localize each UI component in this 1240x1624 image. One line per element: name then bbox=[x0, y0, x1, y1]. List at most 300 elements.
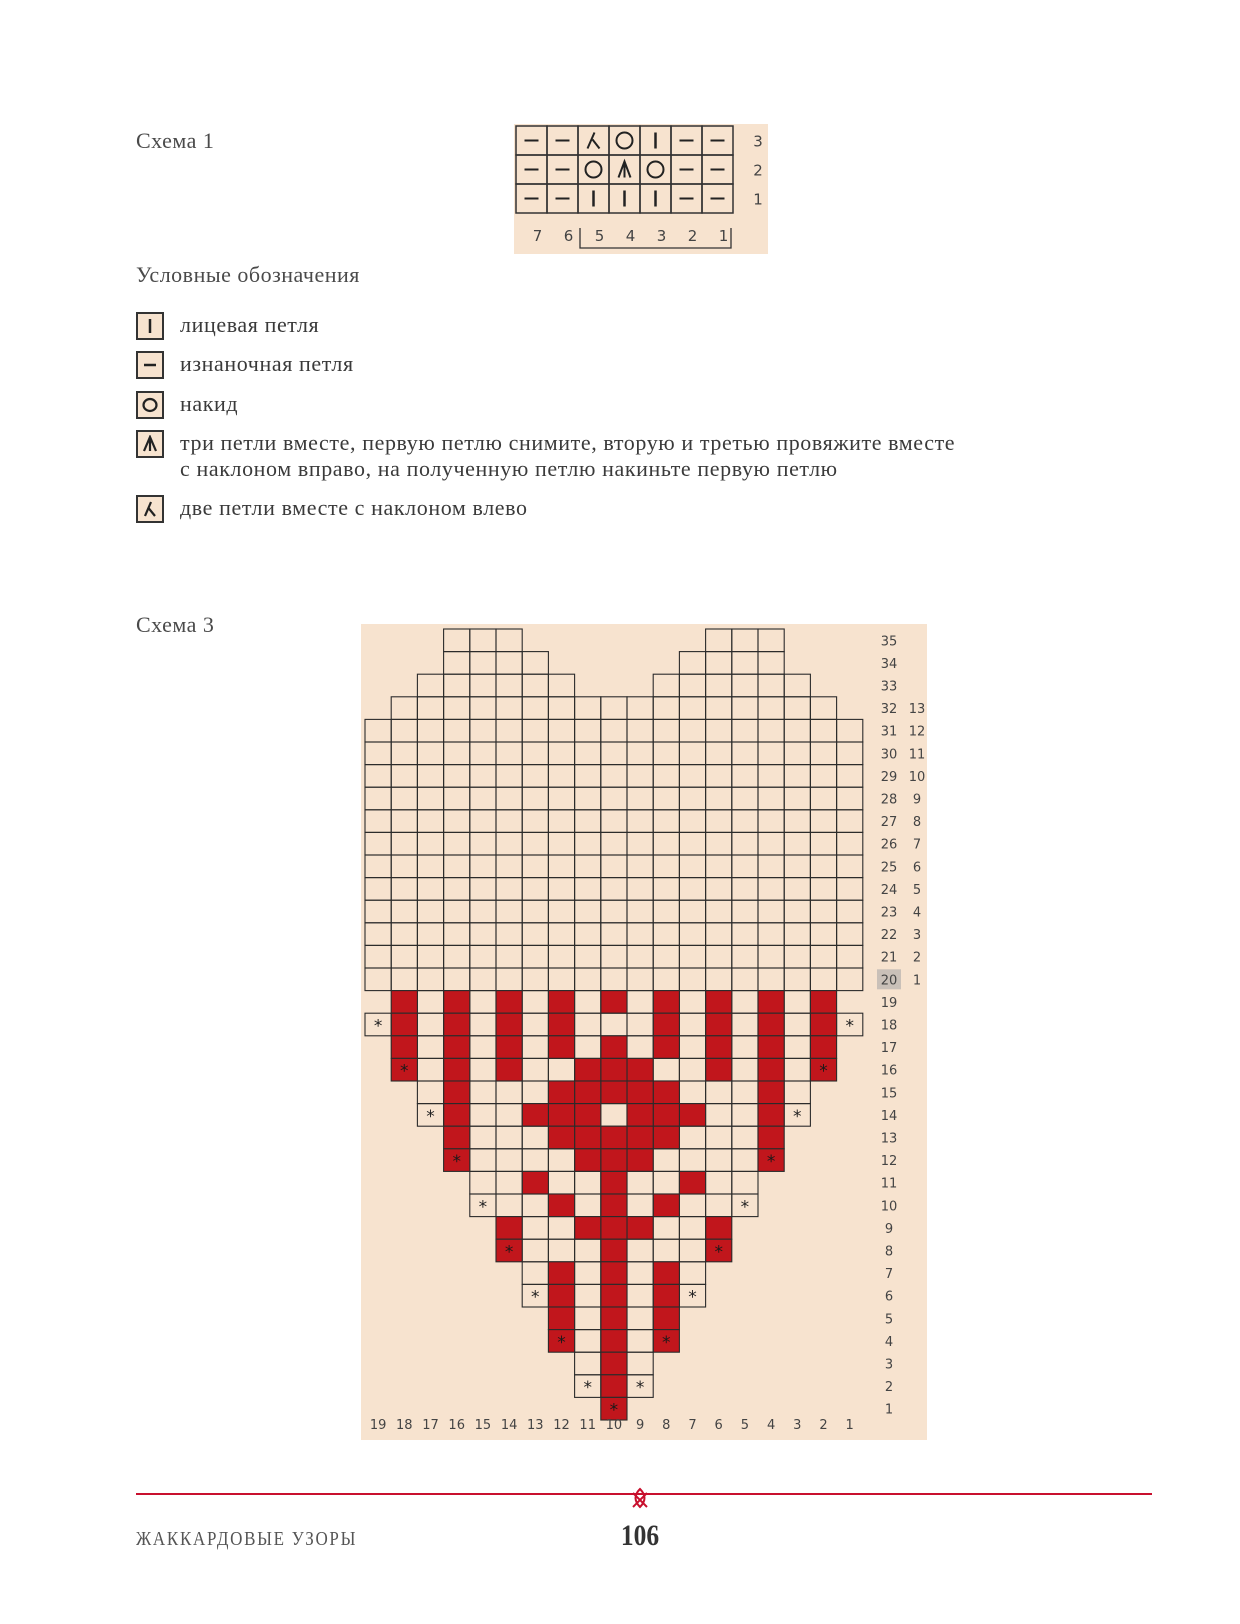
grid-cell bbox=[627, 1262, 653, 1285]
grid-cell bbox=[706, 1104, 732, 1127]
grid-cell bbox=[365, 810, 391, 833]
grid-cell bbox=[470, 1036, 496, 1059]
grid-cell bbox=[627, 878, 653, 901]
legend-item-two-together-left bbox=[136, 495, 528, 523]
grid-cell bbox=[522, 787, 548, 810]
grid-cell bbox=[627, 1239, 653, 1262]
grid-cell bbox=[496, 968, 522, 991]
red-cell bbox=[575, 1149, 601, 1172]
col-number: 7 bbox=[532, 227, 543, 245]
grid-cell bbox=[496, 923, 522, 946]
grid-cell bbox=[548, 832, 574, 855]
grid-cell bbox=[444, 674, 470, 697]
col-number: 15 bbox=[474, 1418, 492, 1433]
grid-cell bbox=[496, 810, 522, 833]
red-cell bbox=[496, 1217, 522, 1240]
grid-cell bbox=[470, 719, 496, 742]
grid-cell bbox=[627, 1307, 653, 1330]
grid-cell bbox=[758, 945, 784, 968]
grid-cell bbox=[706, 900, 732, 923]
grid-cell bbox=[758, 900, 784, 923]
grid-cell bbox=[732, 810, 758, 833]
grid-cell bbox=[679, 878, 705, 901]
grid-cell bbox=[601, 900, 627, 923]
grid-cell bbox=[601, 832, 627, 855]
red-cell bbox=[601, 1262, 627, 1285]
grid-cell bbox=[706, 832, 732, 855]
red-cell bbox=[575, 1058, 601, 1081]
row-number: 8 bbox=[912, 815, 922, 831]
grid-cell bbox=[810, 945, 836, 968]
grid-cell bbox=[653, 1149, 679, 1172]
row-number: 34 bbox=[880, 656, 898, 672]
grid-cell bbox=[679, 719, 705, 742]
red-cell bbox=[601, 1081, 627, 1104]
grid-cell bbox=[575, 945, 601, 968]
grid-cell bbox=[496, 719, 522, 742]
red-cell bbox=[653, 1013, 679, 1036]
grid-cell bbox=[417, 900, 443, 923]
grid-cell bbox=[810, 900, 836, 923]
grid-cell bbox=[653, 1239, 679, 1262]
grid-cell bbox=[601, 923, 627, 946]
red-cell bbox=[601, 1194, 627, 1217]
grid-cell bbox=[784, 878, 810, 901]
grid-cell bbox=[548, 878, 574, 901]
grid-cell bbox=[522, 652, 548, 675]
grid-cell bbox=[627, 810, 653, 833]
red-cell bbox=[679, 1104, 705, 1127]
row-number: 26 bbox=[880, 837, 898, 853]
grid-cell bbox=[679, 832, 705, 855]
grid-cell bbox=[732, 878, 758, 901]
red-cell bbox=[810, 1036, 836, 1059]
three-together-icon bbox=[619, 162, 631, 178]
row-number: 7 bbox=[884, 1267, 894, 1283]
grid-cell bbox=[417, 674, 443, 697]
grid-cell bbox=[391, 878, 417, 901]
grid-cell bbox=[810, 742, 836, 765]
grid-cell bbox=[444, 923, 470, 946]
grid-cell bbox=[601, 765, 627, 788]
grid-cell bbox=[810, 832, 836, 855]
col-number: 10 bbox=[605, 1418, 623, 1433]
grid-cell bbox=[522, 1036, 548, 1059]
grid-cell bbox=[784, 719, 810, 742]
grid-cell bbox=[732, 765, 758, 788]
grid-cell bbox=[758, 968, 784, 991]
grid-cell bbox=[784, 968, 810, 991]
grid-cell bbox=[417, 832, 443, 855]
row-number: 11 bbox=[908, 747, 926, 763]
red-cell bbox=[522, 1171, 548, 1194]
star-mark: * bbox=[714, 1242, 723, 1263]
stitch-cell bbox=[640, 155, 671, 184]
red-cell bbox=[575, 1126, 601, 1149]
schema1-chart bbox=[514, 124, 768, 254]
grid-cell bbox=[496, 674, 522, 697]
grid-cell bbox=[706, 742, 732, 765]
yarn-over-icon bbox=[648, 162, 664, 178]
grid-cell bbox=[758, 742, 784, 765]
grid-cell bbox=[706, 719, 732, 742]
grid-cell bbox=[470, 810, 496, 833]
row-number: 35 bbox=[880, 634, 898, 650]
grid-cell bbox=[784, 991, 810, 1014]
grid-cell bbox=[417, 968, 443, 991]
red-cell bbox=[706, 991, 732, 1014]
red-cell bbox=[810, 1013, 836, 1036]
purl-icon bbox=[136, 351, 164, 379]
grid-cell bbox=[444, 945, 470, 968]
grid-cell bbox=[470, 697, 496, 720]
grid-cell bbox=[653, 923, 679, 946]
grid-cell bbox=[365, 855, 391, 878]
grid-cell bbox=[522, 742, 548, 765]
legend-text: две петли вместе с наклоном влево bbox=[180, 495, 528, 520]
red-cell bbox=[496, 1036, 522, 1059]
grid-cell bbox=[470, 787, 496, 810]
grid-cell bbox=[548, 1217, 574, 1240]
grid-cell bbox=[732, 1104, 758, 1127]
red-cell bbox=[444, 1081, 470, 1104]
grid-cell bbox=[365, 832, 391, 855]
grid-cell bbox=[627, 765, 653, 788]
grid-cell bbox=[470, 629, 496, 652]
red-cell bbox=[496, 1013, 522, 1036]
grid-cell bbox=[627, 1036, 653, 1059]
red-cell bbox=[653, 1262, 679, 1285]
grid-cell bbox=[627, 1284, 653, 1307]
red-cell bbox=[575, 1081, 601, 1104]
grid-cell bbox=[679, 787, 705, 810]
grid-cell bbox=[706, 787, 732, 810]
grid-cell bbox=[496, 742, 522, 765]
row-number: 3 bbox=[884, 1357, 894, 1373]
grid-cell bbox=[732, 1013, 758, 1036]
grid-cell bbox=[810, 968, 836, 991]
grid-cell bbox=[627, 923, 653, 946]
red-cell bbox=[601, 1375, 627, 1398]
legend-text: накид bbox=[180, 391, 239, 416]
grid-cell bbox=[575, 855, 601, 878]
col-number: 17 bbox=[422, 1418, 439, 1433]
grid-cell bbox=[784, 787, 810, 810]
grid-cell bbox=[575, 1171, 601, 1194]
grid-cell bbox=[575, 1330, 601, 1353]
row-number: 14 bbox=[880, 1108, 898, 1124]
grid-cell bbox=[391, 968, 417, 991]
grid-cell bbox=[758, 765, 784, 788]
schema3-title: Схема 3 bbox=[136, 612, 215, 637]
star-mark: * bbox=[557, 1332, 566, 1353]
grid-cell bbox=[391, 787, 417, 810]
grid-cell bbox=[706, 945, 732, 968]
grid-cell bbox=[365, 968, 391, 991]
grid-cell bbox=[548, 765, 574, 788]
grid-cell bbox=[470, 1058, 496, 1081]
grid-cell bbox=[575, 1262, 601, 1285]
grid-cell bbox=[444, 855, 470, 878]
grid-cell bbox=[417, 1013, 443, 1036]
grid-cell bbox=[784, 923, 810, 946]
red-cell bbox=[601, 1239, 627, 1262]
grid-cell bbox=[548, 923, 574, 946]
star-mark: * bbox=[819, 1061, 828, 1082]
red-cell bbox=[391, 1036, 417, 1059]
red-cell bbox=[601, 1352, 627, 1375]
star-mark: * bbox=[478, 1197, 488, 1218]
grid-cell bbox=[706, 1126, 732, 1149]
grid-cell bbox=[679, 1262, 705, 1285]
grid-cell bbox=[679, 855, 705, 878]
grid-cell bbox=[470, 923, 496, 946]
red-cell bbox=[653, 1104, 679, 1127]
grid-cell bbox=[391, 765, 417, 788]
legend-item-knit bbox=[136, 312, 319, 340]
schema3-grid bbox=[361, 624, 927, 1440]
grid-cell bbox=[417, 719, 443, 742]
red-cell bbox=[601, 1036, 627, 1059]
grid-cell bbox=[444, 719, 470, 742]
grid-cell bbox=[706, 652, 732, 675]
page-number: 106 bbox=[620, 1519, 660, 1552]
grid-cell bbox=[758, 629, 784, 652]
grid-cell bbox=[575, 1013, 601, 1036]
red-cell bbox=[444, 1013, 470, 1036]
grid-cell bbox=[391, 810, 417, 833]
grid-cell bbox=[653, 674, 679, 697]
grid-cell bbox=[417, 1058, 443, 1081]
grid-cell bbox=[548, 719, 574, 742]
grid-cell bbox=[522, 855, 548, 878]
grid-cell bbox=[496, 787, 522, 810]
grid-cell bbox=[548, 742, 574, 765]
grid-cell bbox=[627, 742, 653, 765]
star-mark: * bbox=[635, 1378, 645, 1399]
grid-cell bbox=[627, 832, 653, 855]
grid-cell bbox=[391, 900, 417, 923]
grid-cell bbox=[470, 855, 496, 878]
star-mark: * bbox=[426, 1106, 435, 1127]
grid-cell bbox=[810, 810, 836, 833]
grid-cell bbox=[627, 945, 653, 968]
grid-cell bbox=[417, 742, 443, 765]
red-cell bbox=[627, 1081, 653, 1104]
grid-cell bbox=[522, 991, 548, 1014]
grid-cell bbox=[522, 1149, 548, 1172]
grid-cell bbox=[706, 1194, 732, 1217]
grid-cell bbox=[627, 1013, 653, 1036]
grid-cell bbox=[601, 878, 627, 901]
grid-cell bbox=[601, 945, 627, 968]
three-together-icon bbox=[136, 430, 164, 458]
grid-cell bbox=[784, 1013, 810, 1036]
row-number: 25 bbox=[880, 860, 898, 876]
grid-cell bbox=[837, 968, 863, 991]
grid-cell bbox=[444, 968, 470, 991]
grid-cell bbox=[496, 1171, 522, 1194]
grid-cell bbox=[548, 697, 574, 720]
grid-cell bbox=[365, 878, 391, 901]
grid-cell bbox=[679, 991, 705, 1014]
grid-cell bbox=[627, 900, 653, 923]
red-cell bbox=[496, 991, 522, 1014]
grid-cell bbox=[601, 1013, 627, 1036]
grid-cell bbox=[810, 787, 836, 810]
grid-cell bbox=[496, 1194, 522, 1217]
red-cell bbox=[758, 1126, 784, 1149]
col-number: 1 bbox=[718, 227, 729, 245]
row-number: 20 bbox=[880, 973, 898, 989]
grid-cell bbox=[522, 1126, 548, 1149]
grid-cell bbox=[784, 855, 810, 878]
grid-cell bbox=[522, 900, 548, 923]
grid-cell bbox=[444, 652, 470, 675]
grid-cell bbox=[575, 765, 601, 788]
row-number: 6 bbox=[884, 1289, 894, 1305]
grid-cell bbox=[365, 719, 391, 742]
grid-cell bbox=[548, 945, 574, 968]
grid-cell bbox=[496, 1104, 522, 1127]
red-cell bbox=[548, 991, 574, 1014]
grid-cell bbox=[548, 1058, 574, 1081]
grid-cell bbox=[444, 697, 470, 720]
grid-cell bbox=[417, 765, 443, 788]
grid-cell bbox=[601, 1104, 627, 1127]
grid-cell bbox=[706, 674, 732, 697]
col-number: 16 bbox=[448, 1418, 465, 1433]
grid-cell bbox=[732, 1036, 758, 1059]
star-mark: * bbox=[845, 1016, 854, 1037]
col-number: 1 bbox=[845, 1418, 854, 1433]
grid-cell bbox=[391, 832, 417, 855]
grid-cell bbox=[627, 719, 653, 742]
grid-cell bbox=[758, 787, 784, 810]
grid-cell bbox=[627, 991, 653, 1014]
schema1-title: Схема 1 bbox=[136, 128, 215, 153]
book-title: ЖАККАРДОВЫЕ УЗОРЫ bbox=[136, 1528, 358, 1550]
red-cell bbox=[601, 1171, 627, 1194]
star-mark: * bbox=[766, 1152, 776, 1173]
grid-cell bbox=[784, 1081, 810, 1104]
row-number: 27 bbox=[880, 815, 898, 831]
grid-cell bbox=[679, 1058, 705, 1081]
grid-cell bbox=[653, 878, 679, 901]
row-number: 8 bbox=[884, 1244, 894, 1260]
row-number: 3 bbox=[753, 132, 763, 151]
row-number: 2 bbox=[884, 1380, 894, 1396]
grid-cell bbox=[758, 923, 784, 946]
row-number: 10 bbox=[880, 1199, 898, 1215]
grid-cell bbox=[784, 900, 810, 923]
grid-cell bbox=[758, 652, 784, 675]
grid-cell bbox=[575, 991, 601, 1014]
grid-cell bbox=[784, 945, 810, 968]
grid-cell bbox=[365, 765, 391, 788]
ornament-icon bbox=[630, 1487, 650, 1511]
red-cell bbox=[627, 1058, 653, 1081]
grid-cell bbox=[470, 832, 496, 855]
grid-cell bbox=[706, 878, 732, 901]
grid-cell bbox=[575, 1239, 601, 1262]
grid-cell bbox=[679, 1013, 705, 1036]
grid-cell bbox=[444, 832, 470, 855]
grid-cell bbox=[365, 945, 391, 968]
row-number: 12 bbox=[880, 1154, 898, 1170]
grid-cell bbox=[653, 787, 679, 810]
grid-cell bbox=[732, 968, 758, 991]
grid-cell bbox=[391, 945, 417, 968]
grid-cell bbox=[548, 968, 574, 991]
col-number: 14 bbox=[500, 1418, 518, 1433]
grid-cell bbox=[758, 878, 784, 901]
grid-cell bbox=[706, 1081, 732, 1104]
red-cell bbox=[548, 1104, 574, 1127]
grid-cell bbox=[758, 719, 784, 742]
grid-cell bbox=[365, 900, 391, 923]
grid-cell bbox=[522, 697, 548, 720]
grid-cell bbox=[601, 697, 627, 720]
grid-cell bbox=[653, 832, 679, 855]
grid-cell bbox=[601, 810, 627, 833]
grid-cell bbox=[548, 1171, 574, 1194]
grid-cell bbox=[575, 1194, 601, 1217]
grid-cell bbox=[496, 1081, 522, 1104]
grid-cell bbox=[837, 787, 863, 810]
grid-cell bbox=[706, 810, 732, 833]
row-number: 18 bbox=[880, 1018, 898, 1034]
grid-cell bbox=[391, 742, 417, 765]
grid-cell bbox=[706, 1149, 732, 1172]
grid-cell bbox=[810, 855, 836, 878]
red-cell bbox=[601, 1307, 627, 1330]
legend-text: изнаночная петля bbox=[180, 351, 354, 376]
grid-cell bbox=[627, 855, 653, 878]
two-together-left-icon bbox=[588, 133, 600, 149]
red-cell bbox=[653, 1194, 679, 1217]
red-cell bbox=[758, 1058, 784, 1081]
stitch-cell bbox=[609, 126, 640, 155]
grid-cell bbox=[758, 855, 784, 878]
grid-cell bbox=[732, 832, 758, 855]
col-number: 6 bbox=[563, 227, 574, 245]
red-cell bbox=[444, 1126, 470, 1149]
grid-cell bbox=[679, 1081, 705, 1104]
grid-cell bbox=[522, 765, 548, 788]
grid-cell bbox=[470, 991, 496, 1014]
red-cell bbox=[653, 1036, 679, 1059]
red-cell bbox=[548, 1081, 574, 1104]
red-cell bbox=[627, 1126, 653, 1149]
knit-icon bbox=[136, 312, 164, 340]
grid-cell bbox=[444, 900, 470, 923]
col-number: 8 bbox=[662, 1418, 671, 1433]
grid-cell bbox=[575, 697, 601, 720]
yarn-over-icon bbox=[586, 162, 602, 178]
red-cell bbox=[706, 1217, 732, 1240]
col-number: 19 bbox=[369, 1418, 387, 1433]
grid-cell bbox=[444, 878, 470, 901]
grid-cell bbox=[444, 742, 470, 765]
row-number: 21 bbox=[880, 950, 898, 966]
grid-cell bbox=[522, 1239, 548, 1262]
grid-cell bbox=[732, 855, 758, 878]
grid-cell bbox=[837, 832, 863, 855]
grid-cell bbox=[522, 1194, 548, 1217]
grid-cell bbox=[522, 878, 548, 901]
red-cell bbox=[758, 1036, 784, 1059]
